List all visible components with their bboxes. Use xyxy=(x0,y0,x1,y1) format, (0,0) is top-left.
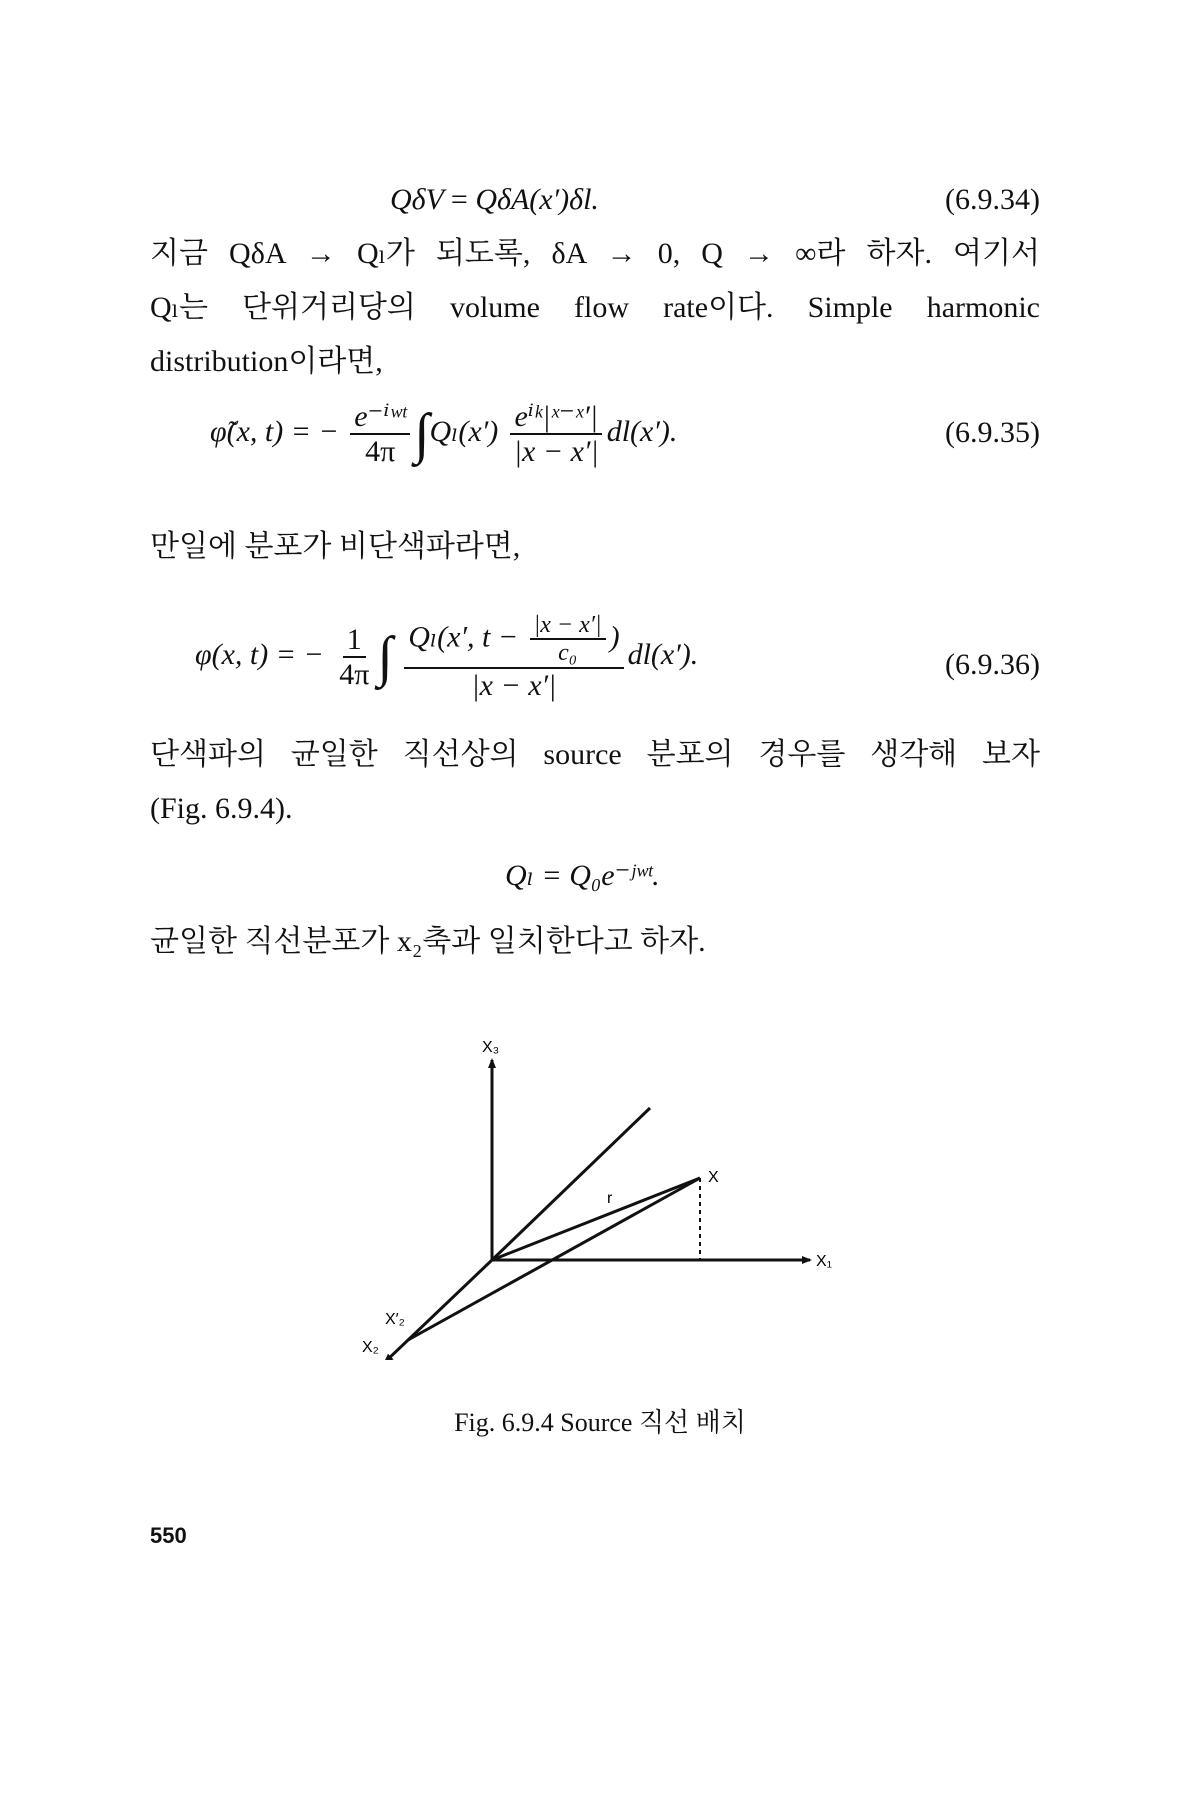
fraction xyxy=(404,612,623,702)
numerator-part: ) xyxy=(609,620,620,654)
fraction xyxy=(510,400,603,468)
line-origin-to-x xyxy=(492,1178,700,1260)
fraction-denominator: c₀ xyxy=(558,640,578,667)
paragraph-1 xyxy=(150,227,1040,389)
equation-number: (6.9.35) xyxy=(945,416,1040,449)
paragraph-4 xyxy=(150,915,1040,969)
fraction-denominator: 4π xyxy=(339,657,370,691)
eq-lhs: φ̃(x, t) = − xyxy=(210,414,339,448)
label-x2: X₂ xyxy=(362,1339,379,1356)
fraction-denominator: 4π xyxy=(365,435,396,468)
paragraph-line: 만일에 분포가 비단색파라면, xyxy=(150,530,521,563)
eq-tail: dl(x′). xyxy=(627,637,699,671)
paragraph-2 xyxy=(150,520,1040,574)
fraction-numerator: e⁻ⁱʷᵗ xyxy=(350,400,410,435)
eq-lhs: φ(x, t) = − xyxy=(195,637,324,671)
label-x: X xyxy=(708,1169,719,1186)
paragraph-line: 지금 QδA → Qₗ가 되도록, δA → 0, Q → ∞라 하자. 여기서 xyxy=(150,237,1040,270)
eq-equals: = xyxy=(450,183,468,216)
x2-axis xyxy=(385,1260,492,1360)
paragraph-line: Qₗ는 단위거리당의 volume flow rate이다. Simple harmonic xyxy=(150,291,1040,324)
paragraph-line: (Fig. 6.9.4). xyxy=(150,792,293,825)
paragraph-line: distribution이라면, xyxy=(150,345,383,378)
fraction-denominator: |x − x′| xyxy=(471,668,557,702)
fraction-numerator: |x − x′| xyxy=(530,612,606,640)
eq-rhs: QδA(x′)δl. xyxy=(475,183,599,216)
equation-number: (6.9.34) xyxy=(945,183,1040,216)
inner-fraction xyxy=(530,612,606,667)
equation-6-9-36 xyxy=(150,600,1040,710)
label-x3: X₃ xyxy=(482,1040,500,1056)
figure-caption: Fig. 6.9.4 Source 직선 배치 xyxy=(454,1408,746,1437)
fraction-denominator: |x − x′| xyxy=(513,435,599,468)
eq-text: Qₗ = Q₀e⁻ʲʷᵗ. xyxy=(505,859,660,892)
fraction xyxy=(335,623,373,691)
paragraph-line: 단색파의 균일한 직선상의 source 분포의 경우를 생각해 보자 xyxy=(150,738,1040,771)
equation-number: (6.9.36) xyxy=(945,648,1040,681)
diagonal-line xyxy=(492,1108,650,1260)
equation-source-strength xyxy=(150,858,1040,902)
integral-sign: ∫ xyxy=(414,403,430,465)
fraction-numerator: eⁱᵏ|ˣ⁻ˣ′| xyxy=(510,400,602,435)
fraction-numerator: 1 xyxy=(343,623,366,658)
label-r: r xyxy=(607,1190,613,1207)
paragraph-3 xyxy=(150,728,1040,836)
eq-integrand: Qₗ(x′) xyxy=(429,414,499,448)
page-number: 550 xyxy=(150,1523,187,1548)
equation-6-9-35 xyxy=(150,390,1040,480)
equation-6-9-34 xyxy=(150,183,1040,227)
numerator-part: Qₗ(x′, t − xyxy=(408,620,519,654)
eq-tail: dl(x′). xyxy=(606,414,678,448)
label-x1: X₁ xyxy=(816,1253,833,1270)
integral-sign: ∫ xyxy=(377,625,393,688)
fraction xyxy=(350,400,410,468)
eq-lhs: QδV xyxy=(390,183,444,216)
label-x2-prime: X′₂ xyxy=(385,1311,405,1328)
paragraph-line: 균일한 직선분포가 x₂축과 일치한다고 하자. xyxy=(150,925,706,958)
figure-source-line-diagram xyxy=(320,1040,860,1360)
